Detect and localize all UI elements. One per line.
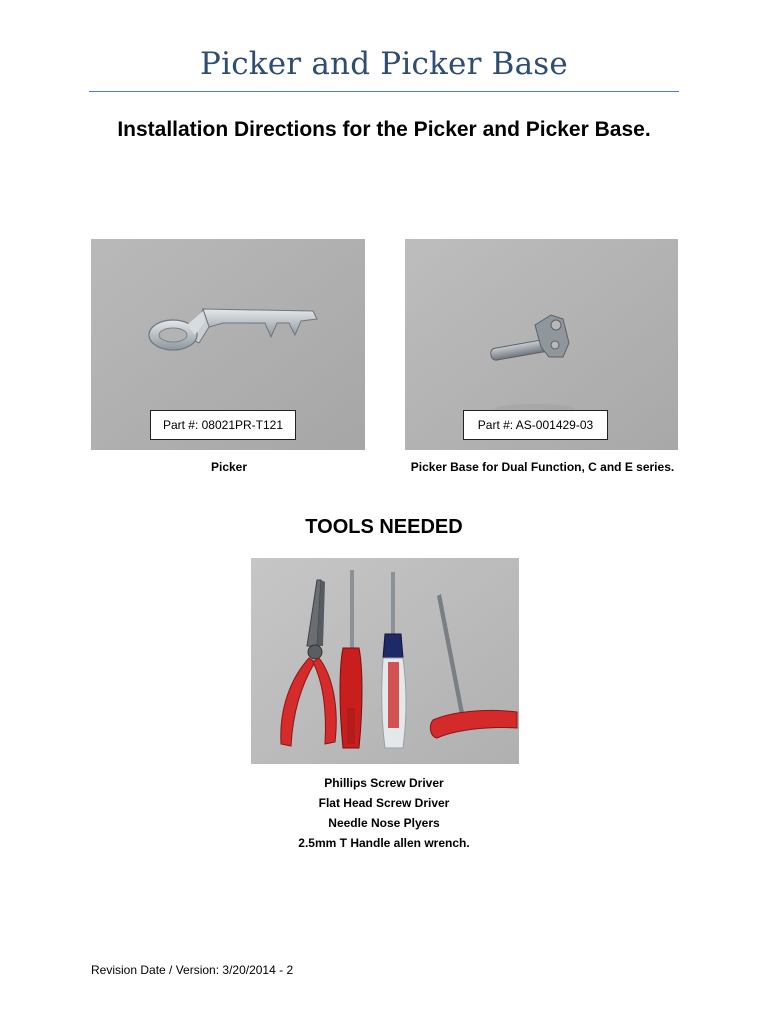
revision-footer: Revision Date / Version: 3/20/2014 - 2 [91,963,294,977]
page-title: Picker and Picker Base [200,46,568,82]
picker-part-number: Part #: 08021PR-T121 [150,410,296,440]
tools-heading: TOOLS NEEDED [305,516,463,538]
title-divider [89,91,679,92]
picker-caption: Picker [210,460,248,474]
tool-item: 2.5mm T Handle allen wrench. [298,836,470,850]
tools-list [0,773,768,853]
tool-item: Phillips Screw Driver [324,776,444,790]
tool-item: Needle Nose Plyers [328,816,440,830]
tools-photo [251,558,519,764]
page-subtitle: Installation Directions for the Picker and Picker Base. [117,118,651,141]
picker-base-caption: Picker Base for Dual Function, C and E series. [410,460,675,474]
picker-base-part-number: Part #: AS-001429-03 [463,410,608,440]
tool-item: Flat Head Screw Driver [318,796,450,810]
